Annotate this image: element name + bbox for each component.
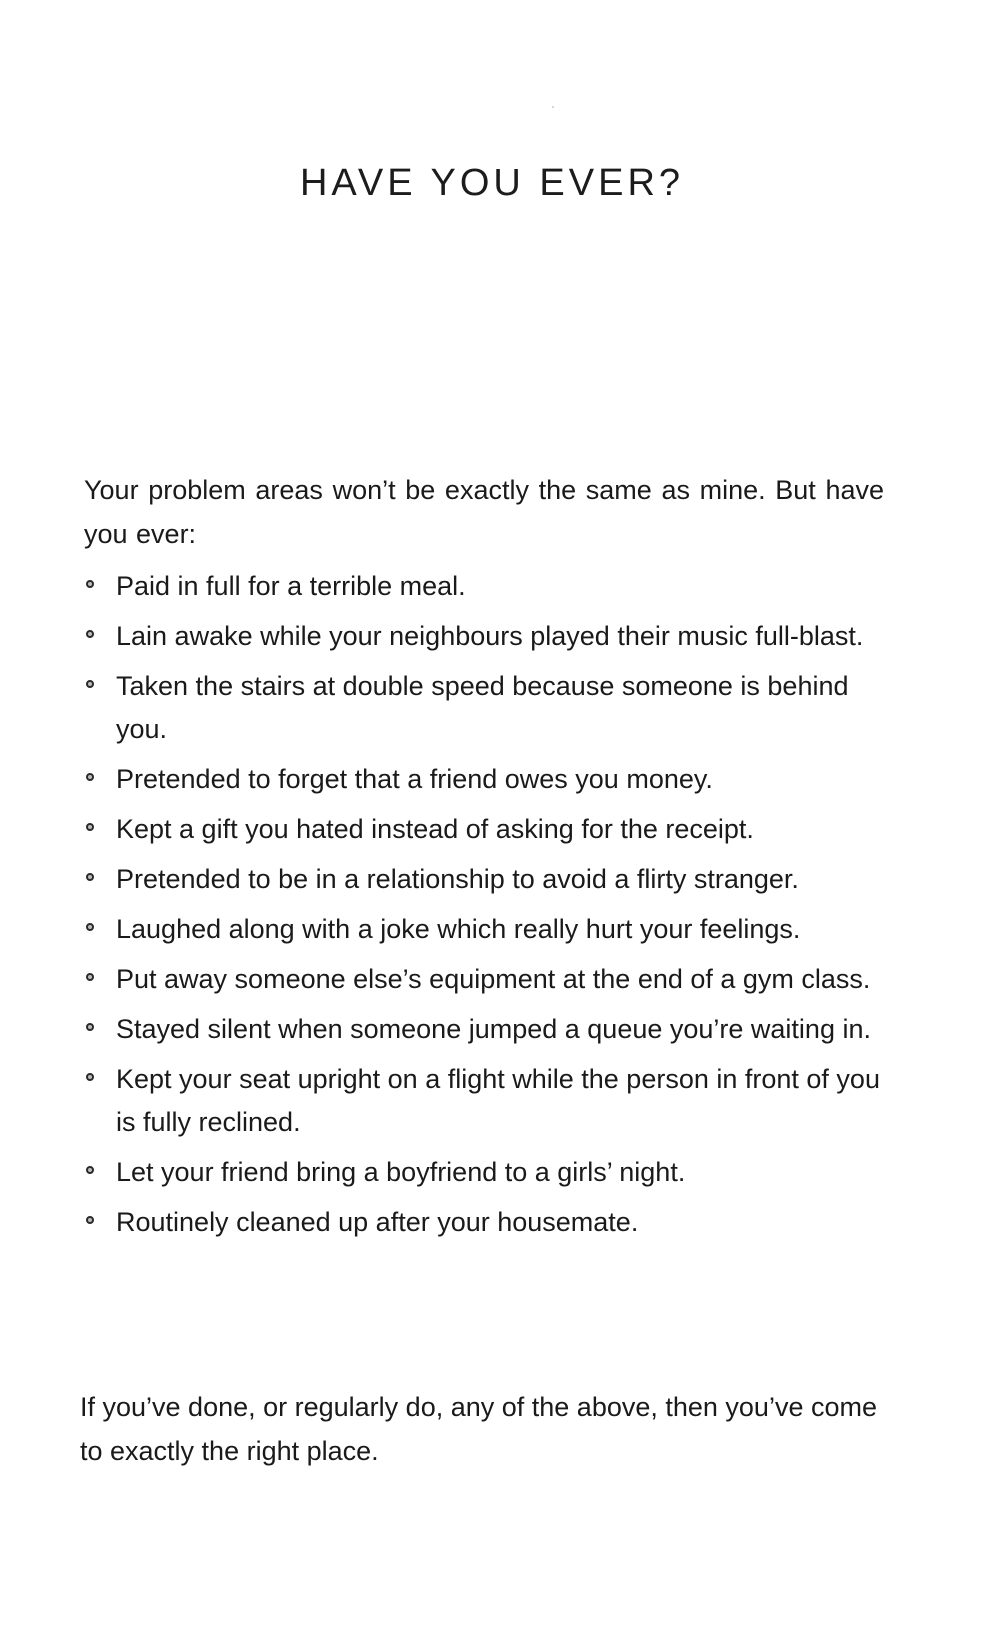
bullet-icon [86, 1166, 94, 1174]
list-item [84, 958, 884, 1001]
list-item [84, 615, 884, 658]
list-item-text: Lain awake while your neighbours played their music full-blast. [116, 621, 864, 651]
bullet-icon [86, 973, 94, 981]
question-list [84, 565, 884, 1251]
list-item-text: Put away someone else’s equipment at the end of a gym class. [116, 964, 871, 994]
list-item-text: Stayed silent when someone jumped a queue you’re waiting in. [116, 1014, 871, 1044]
list-item [84, 908, 884, 951]
list-item [84, 565, 884, 608]
page-title: HAVE YOU EVER? [299, 162, 685, 204]
list-item-text: Let your friend bring a boyfriend to a girls’ night. [116, 1157, 686, 1187]
intro-paragraph: Your problem areas won’t be exactly the same as mine. But have you ever: [84, 475, 884, 549]
list-item [84, 1008, 884, 1051]
list-item [84, 1058, 884, 1144]
bullet-icon [86, 680, 94, 688]
bullet-icon [86, 873, 94, 881]
bullet-icon [86, 1073, 94, 1081]
list-item-text: Kept a gift you hated instead of asking for the receipt. [116, 814, 754, 844]
list-item [84, 1151, 884, 1194]
bullet-icon [86, 923, 94, 931]
bullet-icon [86, 580, 94, 588]
list-item-text: Routinely cleaned up after your housemate. [116, 1207, 639, 1237]
list-item [84, 1201, 884, 1244]
list-item-text: Pretended to be in a relationship to avoid a flirty stranger. [116, 864, 799, 894]
bullet-icon [86, 823, 94, 831]
list-item [84, 758, 884, 801]
list-item-text: Pretended to forget that a friend owes you money. [116, 764, 713, 794]
page-speck [552, 106, 554, 108]
list-item [84, 808, 884, 851]
list-item-text: Laughed along with a joke which really hurt your feelings. [116, 914, 801, 944]
list-item [84, 858, 884, 901]
bullet-icon [86, 630, 94, 638]
closing-paragraph: If you’ve done, or regularly do, any of the above, then you’ve come to exactly the right place. [80, 1392, 877, 1466]
bullet-icon [86, 773, 94, 781]
bullet-icon [86, 1216, 94, 1224]
list-item-text: Paid in full for a terrible meal. [116, 571, 466, 601]
list-item-text: Kept your seat upright on a flight while the person in front of you is fully reclined. [116, 1064, 880, 1137]
list-item [84, 665, 884, 751]
list-item-text: Taken the stairs at double speed because someone is behind you. [116, 671, 849, 744]
bullet-icon [86, 1023, 94, 1031]
